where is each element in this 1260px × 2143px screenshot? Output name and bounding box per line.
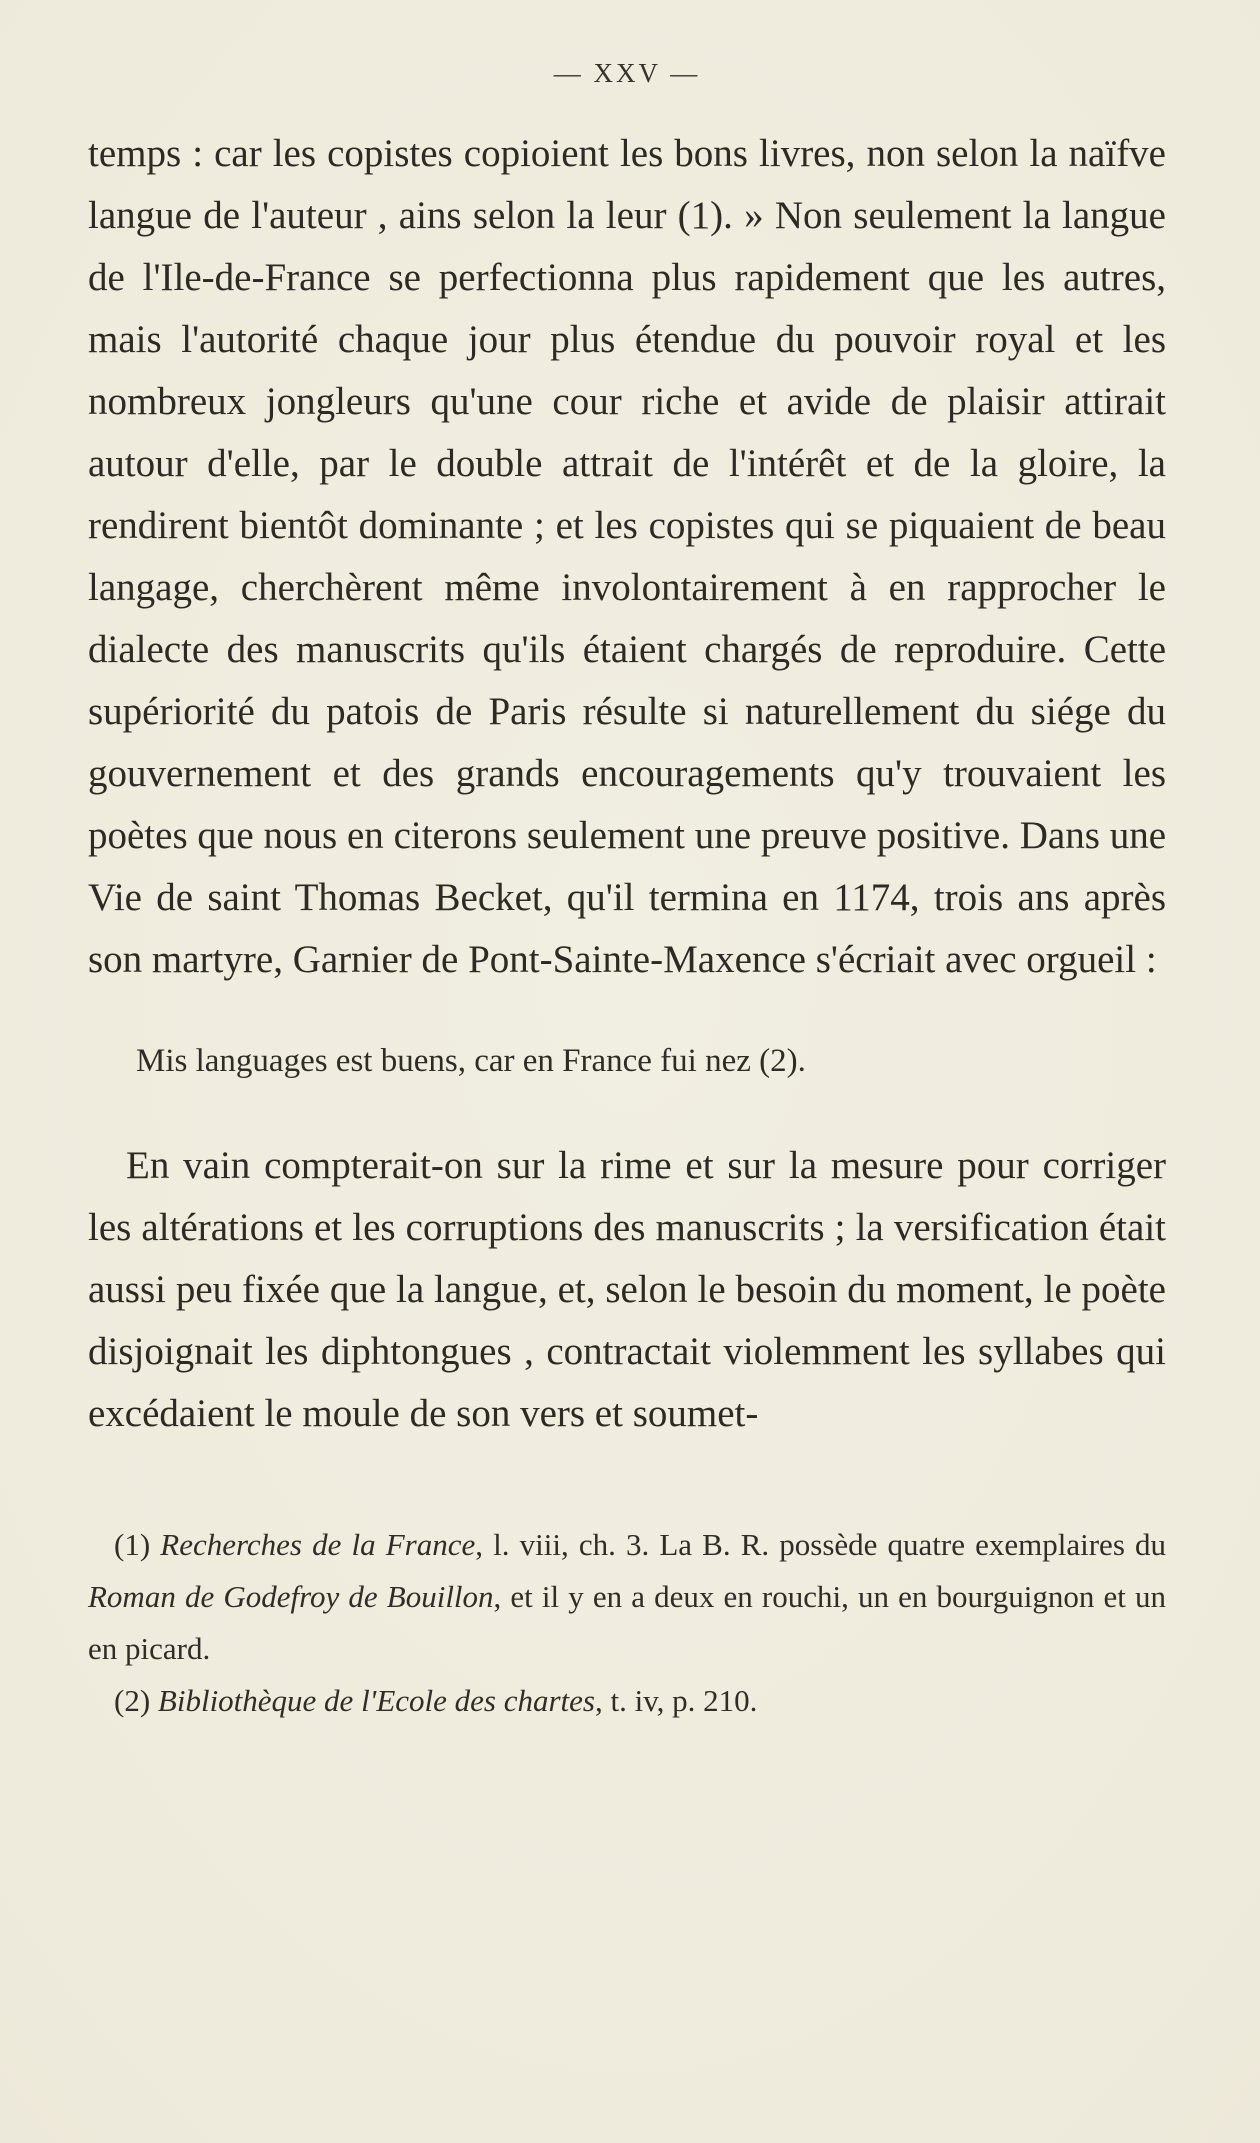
footnote-1-text: , l. viii, ch. 3. La B. R. possède quatre exemplaires du — [475, 1527, 1167, 1562]
footnote-1-work-title-2: Roman de Godefroy de Bouillon — [88, 1579, 494, 1614]
verse-quote: Mis languages est buens, car en France fui nez (2). — [136, 1043, 806, 1079]
footnote-1-text-2: , et il y en a deux en rouchi, un en bourguignon et un en picard. — [88, 1579, 1166, 1666]
footnote-2-marker: (2) — [114, 1683, 158, 1718]
footnote-2-work-title: Bibliothèque de l'Ecole des chartes — [157, 1683, 595, 1718]
footnote-1 — [88, 1519, 1166, 1675]
footnote-2-text: , t. iv, p. 210. — [594, 1683, 758, 1718]
footnote-1-work-title: Recherches de la France — [160, 1527, 476, 1562]
body-paragraph-2: En vain compterait-on sur la rime et sur la mesure pour corriger les altérations et les corruptions des manuscrits ; la versification était aussi peu fixée que la langue, et, selon le besoin du moment, le poète disjoignait les diphtongues , contractait violemment les syllabes qui excédaient le moule de son vers et soumet- — [88, 1144, 1166, 1435]
footnotes-section — [88, 1519, 1166, 1727]
footnote-1-marker: (1) — [114, 1527, 161, 1562]
footnote-2 — [88, 1675, 1166, 1727]
body-paragraph-1: temps : car les copistes copioient les bons livres, non selon la naïfve langue de l'auteur , ains selon la leur (1). » Non seulement la langue de l'Ile-de-France se perfectionna plus rapidement que les autres, mais l'autorité chaque jour plus étendue du pouvoir royal et les nombreux jongleurs qu'une cour riche et avide de plaisir attirait autour d'elle, par le double attrait de l'intérêt et de la gloire, la rendirent bientôt dominante ; et les copistes qui se piquaient de beau langage, cherchèrent même involontairement à en rapprocher le dialecte des manuscrits qu'ils étaient chargés de reproduire. Cette supériorité du patois de Paris résulte si naturellement du siége du gouvernement et des grands encouragements qu'y trouvaient les poètes que nous en citerons seulement une preuve positive. Dans une Vie de saint Thomas Becket, qu'il termina en 1174, trois ans après son martyre, Garnier de Pont-Sainte-Maxence s'écriait avec orgueil : — [88, 132, 1166, 981]
text-block — [88, 58, 1166, 1727]
page-number: — XXV — — [553, 58, 701, 88]
